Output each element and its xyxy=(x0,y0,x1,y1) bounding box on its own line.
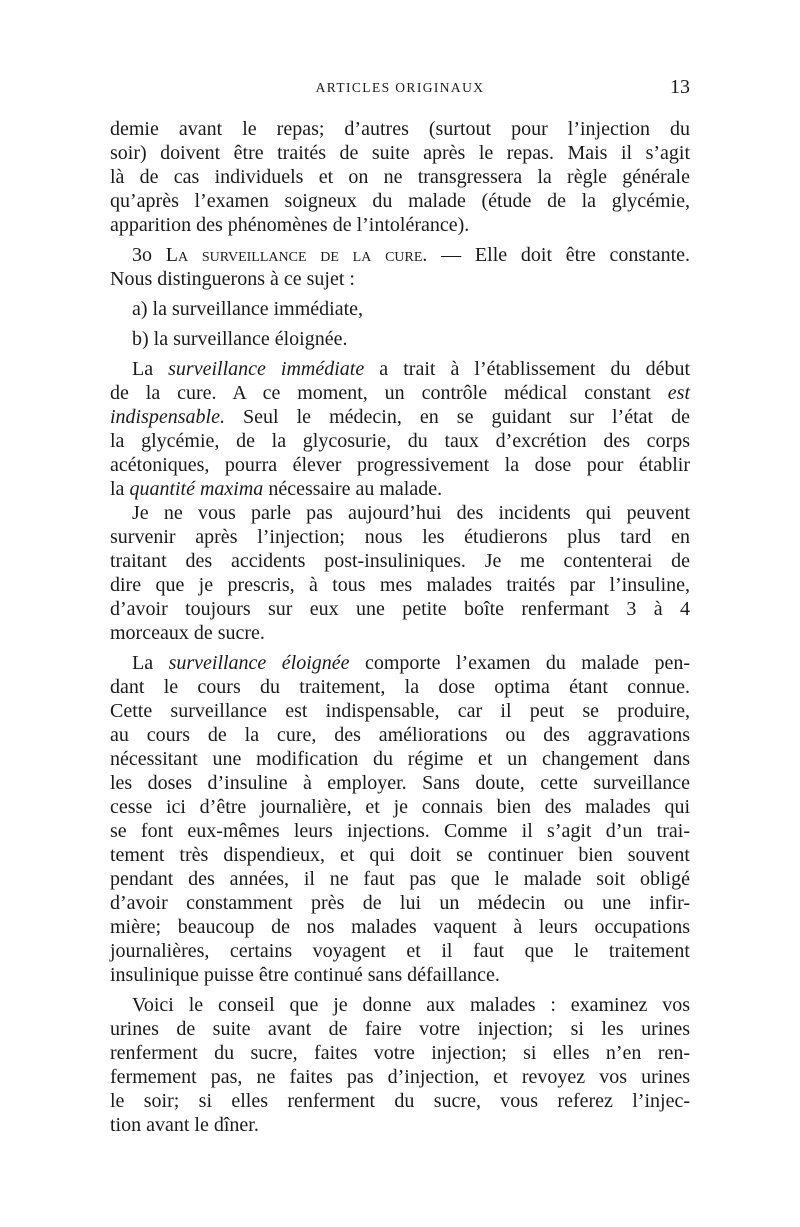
text-line: journalières, certains voyagent et il faut que le traitement xyxy=(110,940,690,962)
running-title: ARTICLES ORIGINAUX xyxy=(315,80,485,95)
paragraph xyxy=(110,357,690,501)
text-line: la glycémie, de la glycosurie, du taux d’excrétion des corps xyxy=(110,430,690,452)
text-line: apparition des phénomènes de l’intolérance). xyxy=(110,214,470,236)
text-line: tement très dispendieux, et qui doit se continuer bien souvent xyxy=(110,844,690,866)
text-line: d’avoir constamment près de lui un médecin ou une infir- xyxy=(110,892,690,914)
paragraph xyxy=(110,993,690,1137)
text-line: acétoniques, pourra élever progressivement la dose pour établir xyxy=(110,454,690,476)
section-number: 3o xyxy=(132,244,166,266)
text-line: se font eux-mêmes leurs injections. Comme il s’agit d’un trai- xyxy=(110,820,690,842)
text-line xyxy=(110,477,690,501)
text-line: Voici le conseil que je donne aux malades : examinez vos xyxy=(132,994,690,1016)
text-run: de la cure. A ce moment, un contrôle médical constant xyxy=(110,382,668,404)
paragraph xyxy=(110,501,690,645)
text-line xyxy=(110,381,690,405)
italic-term: quantité maxima xyxy=(129,478,264,500)
text-run: nécessaire au malade. xyxy=(263,478,443,500)
text-line: cesse ici d’être journalière, et je connais bien des malades qui xyxy=(110,796,690,818)
text-line: d’avoir toujours sur eux une petite boîte renfermant 3 à 4 xyxy=(110,598,690,620)
section-paragraph xyxy=(110,243,690,291)
text-line: Cette surveillance est indispensable, car il peut se produire, xyxy=(110,700,690,722)
article-body xyxy=(110,117,690,1137)
text-line: Je ne vous parle pas aujourd’hui des incidents qui peuvent xyxy=(132,502,690,524)
list-item xyxy=(110,327,690,351)
running-head xyxy=(110,76,690,100)
text-line: mière; beaucoup de nos malades vaquent à leurs occupations xyxy=(110,916,690,938)
text-line xyxy=(110,405,690,429)
text-line: morceaux de sucre. xyxy=(110,622,265,644)
paragraph xyxy=(110,117,690,237)
text-line: les doses d’insuline à employer. Sans doute, cette surveillance xyxy=(110,772,690,794)
section-heading-line xyxy=(110,243,690,267)
text-line: dant le cours du traitement, la dose optima étant connue. xyxy=(110,676,690,698)
text-line: dire que je prescris, à tous mes malades traités par l’insuline, xyxy=(110,574,690,596)
text-line: soir) doivent être traités de suite après le repas. Mais il s’agit xyxy=(110,142,690,164)
text-line: qu’après l’examen soigneux du malade (étude de la glycémie, xyxy=(110,190,690,212)
text-line: tion avant le dîner. xyxy=(110,1114,259,1136)
page-number: 13 xyxy=(670,76,690,98)
text-line: nécessitant une modification du régime et un changement dans xyxy=(110,748,690,770)
list-item xyxy=(110,297,690,321)
italic-term: surveillance éloignée xyxy=(168,652,350,674)
paragraph xyxy=(110,651,690,987)
text-run: Seul le médecin, en se guidant sur l’état de xyxy=(225,406,690,428)
italic-term: indispensable. xyxy=(110,406,225,428)
text-line: Nous distinguerons à ce sujet : xyxy=(110,268,355,290)
list-item-text: b) la surveillance éloignée. xyxy=(132,328,348,350)
italic-term: est xyxy=(667,382,690,404)
text-line xyxy=(110,357,690,381)
text-run: comporte l’examen du malade pen- xyxy=(349,652,691,674)
text-line: fermement pas, ne faites pas d’injection, et revoyez vos urines xyxy=(110,1066,690,1088)
text-line: renferment du sucre, faites votre injection; si elles n’en ren- xyxy=(110,1042,690,1064)
text-line: traitant des accidents post-insuliniques. Je me contenterai de xyxy=(110,550,690,572)
text-line: le soir; si elles renferment du sucre, vous referez l’injec- xyxy=(110,1090,690,1112)
section-heading-rest: — Elle doit être constante. xyxy=(427,244,691,266)
text-line: demie avant le repas; d’autres (surtout pour l’injection du xyxy=(110,118,690,140)
text-line xyxy=(110,651,690,675)
text-run: La xyxy=(132,652,169,674)
text-line: urines de suite avant de faire votre injection; si les urines xyxy=(110,1018,690,1040)
text-run: a trait à l’établissement du début xyxy=(364,358,690,380)
text-line: au cours de la cure, des améliorations ou des aggravations xyxy=(110,724,690,746)
text-line: là de cas individuels et on ne transgressera la règle générale xyxy=(110,166,690,188)
text-run: la xyxy=(110,478,130,500)
text-line: survenir après l’injection; nous les étudierons plus tard en xyxy=(110,526,690,548)
section-heading: La surveillance de la cure. xyxy=(165,244,428,266)
text-run: La xyxy=(132,358,169,380)
text-line: insulinique puisse être continué sans défaillance. xyxy=(110,964,500,986)
list-item-text: a) la surveillance immédiate, xyxy=(132,298,364,320)
text-line: pendant des années, il ne faut pas que le malade soit obligé xyxy=(110,868,690,890)
italic-term: surveillance immédiate xyxy=(168,358,365,380)
